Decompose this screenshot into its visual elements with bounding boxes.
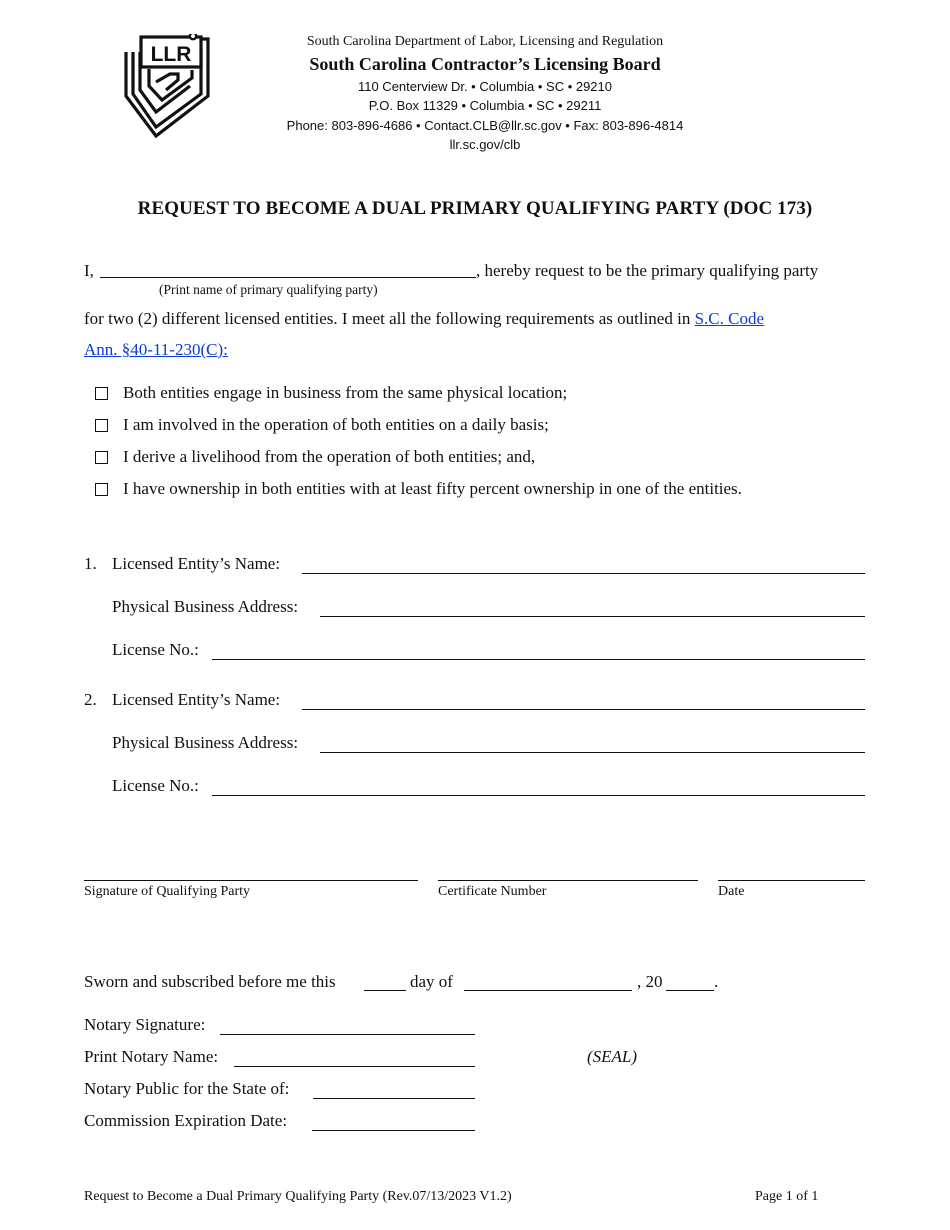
contact-info: Phone: 803-896-4686 • Contact.CLB@llr.sc.gov • Fax: 803-896-4814 <box>286 118 684 133</box>
entity-1-address-field[interactable] <box>320 616 865 617</box>
entity-1-name-label: Licensed Entity’s Name: <box>112 554 281 573</box>
commission-expiration-field[interactable] <box>312 1130 475 1131</box>
sworn-month-field[interactable] <box>464 990 632 991</box>
qualifying-party-signature-field[interactable] <box>84 880 418 881</box>
website: llr.sc.gov/clb <box>449 137 521 152</box>
requirement-text-2: I am involved in the operation of both entities on a daily basis; <box>123 415 549 434</box>
sworn-text-4: . <box>714 972 719 991</box>
entity-2-license-label: License No.: <box>112 776 199 795</box>
page-number: Page 1 of 1 <box>755 1189 819 1204</box>
requirement-text-1: Both entities engage in business from the same physical location; <box>123 383 568 402</box>
entity-1-license-field[interactable] <box>212 659 865 660</box>
sworn-year-field[interactable] <box>666 990 714 991</box>
requirement-checkbox-3[interactable] <box>95 451 108 464</box>
notary-state-field[interactable] <box>313 1098 475 1099</box>
notary-print-name-label: Print Notary Name: <box>84 1047 219 1066</box>
requirement-text-3: I derive a livelihood from the operation of both entities; and, <box>123 447 536 466</box>
requirement-text-4: I have ownership in both entities with at least fifty percent ownership in one of the entities. <box>123 479 742 498</box>
notary-signature-field[interactable] <box>220 1034 475 1035</box>
entity-2-name-field[interactable] <box>302 709 865 710</box>
notary-state-label: Notary Public for the State of: <box>84 1079 290 1098</box>
seal-label: (SEAL) <box>587 1047 638 1066</box>
date-label: Date <box>718 884 745 899</box>
logo-text: LLR <box>150 43 192 66</box>
entity-1-license-label: License No.: <box>112 640 199 659</box>
entity-2-license-field[interactable] <box>212 795 865 796</box>
signature-label: Signature of Qualifying Party <box>84 884 251 899</box>
board-name: South Carolina Contractor’s Licensing Board <box>309 54 661 74</box>
llr-logo <box>116 34 216 142</box>
certificate-number-field[interactable] <box>438 880 698 881</box>
intro-line2-text: for two (2) different licensed entities. I meet all the following requirements as outlined in <box>84 309 691 328</box>
footer-revision: Request to Become a Dual Primary Qualifying Party (Rev.07/13/2023 V1.2) <box>84 1189 512 1204</box>
po-box-address: P.O. Box 11329 • Columbia • SC • 29211 <box>368 98 602 113</box>
street-address: 110 Centerview Dr. • Columbia • SC • 29210 <box>357 79 613 94</box>
department-name: South Carolina Department of Labor, Licensing and Regulation <box>306 34 664 49</box>
requirement-checkbox-2[interactable] <box>95 419 108 432</box>
signature-date-field[interactable] <box>718 880 865 881</box>
sworn-day-field[interactable] <box>364 990 406 991</box>
intro-suffix: , hereby request to be the primary qualifying party <box>476 261 819 280</box>
statute-link[interactable]: S.C. Code <box>694 309 765 328</box>
entity-1-name-field[interactable] <box>302 573 865 574</box>
intro-line2 <box>84 309 764 329</box>
entity-1-number: 1. <box>84 554 97 573</box>
entity-2-address-label: Physical Business Address: <box>112 733 299 752</box>
entity-2-address-field[interactable] <box>320 752 865 753</box>
intro-prefix: I, <box>84 261 94 280</box>
certificate-number-label: Certificate Number <box>438 884 547 899</box>
entity-2-name-label: Licensed Entity’s Name: <box>112 690 281 709</box>
sworn-text-3: , 20 <box>637 972 663 991</box>
primary-party-name-field[interactable] <box>100 277 476 278</box>
document-title: REQUEST TO BECOME A DUAL PRIMARY QUALIFYING PARTY (DOC 173) <box>137 198 813 219</box>
commission-expiration-label: Commission Expiration Date: <box>84 1111 288 1130</box>
sworn-text-1: Sworn and subscribed before me this <box>84 972 336 991</box>
sworn-text-2: day of <box>410 972 453 991</box>
name-field-hint: (Print name of primary qualifying party) <box>159 282 378 297</box>
notary-print-name-field[interactable] <box>234 1066 475 1067</box>
statute-link-continued[interactable]: Ann. §40-11-230(C): <box>84 340 228 359</box>
requirement-checkbox-4[interactable] <box>95 483 108 496</box>
notary-signature-label: Notary Signature: <box>84 1015 206 1034</box>
entity-1-address-label: Physical Business Address: <box>112 597 299 616</box>
entity-2-number: 2. <box>84 690 97 709</box>
requirement-checkbox-1[interactable] <box>95 387 108 400</box>
